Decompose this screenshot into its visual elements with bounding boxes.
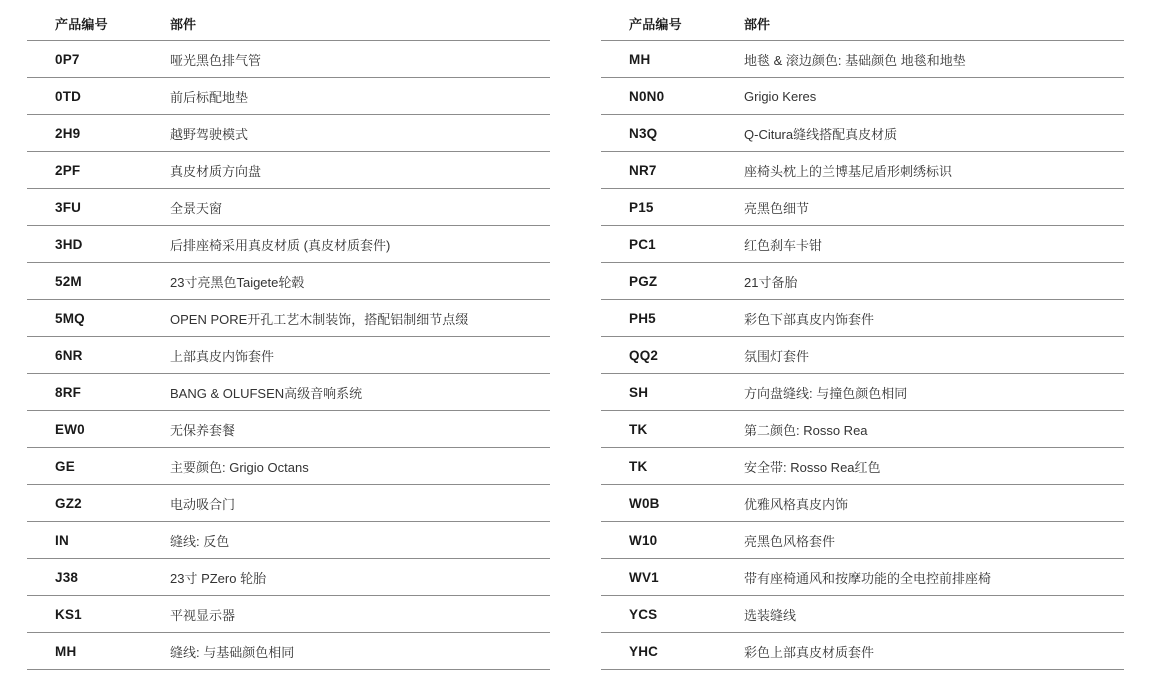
product-code: TK: [629, 421, 648, 437]
part-description: 彩色下部真皮内饰套件: [744, 311, 875, 327]
product-code: W10: [629, 532, 658, 548]
table-row: [27, 411, 550, 448]
table-row: [27, 633, 550, 670]
table-header: [27, 6, 550, 41]
table-row: [601, 226, 1124, 263]
left-options-table: [27, 6, 550, 670]
part-description: 上部真皮内饰套件: [170, 348, 275, 364]
product-code: MH: [55, 643, 77, 659]
part-description: 平视显示器: [170, 607, 236, 623]
product-code: SH: [629, 384, 649, 400]
table-row: [601, 115, 1124, 152]
product-code: MH: [629, 51, 651, 67]
part-description: 安全带: Rosso Rea红色: [744, 459, 881, 475]
table-row: [601, 633, 1124, 670]
product-code: PH5: [629, 310, 656, 326]
part-description: 亮黑色风格套件: [744, 533, 836, 549]
product-code: P15: [629, 199, 654, 215]
part-description: 无保养套餐: [170, 422, 236, 438]
table-row: [27, 41, 550, 78]
product-code: EW0: [55, 421, 85, 437]
part-description: 优雅风格真皮内饰: [744, 496, 849, 512]
table-row: [27, 374, 550, 411]
product-code: 3HD: [55, 236, 83, 252]
product-code: 5MQ: [55, 310, 85, 326]
table-row: [601, 263, 1124, 300]
product-code: GE: [55, 458, 75, 474]
part-description: 缝线: 与基础颜色相同: [170, 644, 295, 660]
product-code: YHC: [629, 643, 659, 659]
product-code: 6NR: [55, 347, 83, 363]
column-header-code: 产品编号: [629, 16, 682, 32]
part-description: 后排座椅采用真皮材质 (真皮材质套件): [170, 237, 391, 253]
table-row: [601, 152, 1124, 189]
part-description: 21寸备胎: [744, 274, 798, 290]
product-code: GZ2: [55, 495, 82, 511]
part-description: 座椅头枕上的兰博基尼盾形刺绣标识: [744, 163, 953, 179]
part-description: 前后标配地垫: [170, 89, 249, 105]
table-row: [601, 596, 1124, 633]
part-description: 全景天窗: [170, 200, 223, 216]
part-description: 彩色上部真皮材质套件: [744, 644, 875, 660]
table-row: [27, 596, 550, 633]
table-row: [27, 115, 550, 152]
product-code: YCS: [629, 606, 658, 622]
table-row: [601, 41, 1124, 78]
part-description: 缝线: 反色: [170, 533, 230, 549]
part-description: 越野驾驶模式: [170, 126, 249, 142]
part-description: 电动吸合门: [170, 496, 236, 512]
product-code: W0B: [629, 495, 660, 511]
product-code: 52M: [55, 273, 82, 289]
product-code: 3FU: [55, 199, 82, 215]
table-row: [27, 263, 550, 300]
table-row: [601, 485, 1124, 522]
part-description: Grigio Keres: [744, 88, 817, 104]
product-code: N0N0: [629, 88, 665, 104]
product-code: NR7: [629, 162, 657, 178]
product-code: KS1: [55, 606, 82, 622]
product-code: TK: [629, 458, 648, 474]
product-code: 2H9: [55, 125, 81, 141]
table-row: [27, 226, 550, 263]
product-code: IN: [55, 532, 69, 548]
right-table-body: [601, 41, 1124, 670]
column-header-code: 产品编号: [55, 16, 108, 32]
table-row: [27, 152, 550, 189]
part-description: 亮黑色细节: [744, 200, 810, 216]
table-row: [27, 485, 550, 522]
part-description: 23寸 PZero 轮胎: [170, 570, 267, 586]
table-row: [601, 337, 1124, 374]
left-table-body: [27, 41, 550, 670]
table-row: [601, 374, 1124, 411]
table-row: [601, 78, 1124, 115]
part-description: 第二颜色: Rosso Rea: [744, 422, 868, 438]
table-row: [27, 189, 550, 226]
table-row: [27, 448, 550, 485]
part-description: 选装缝线: [744, 607, 797, 623]
part-description: 真皮材质方向盘: [170, 163, 262, 179]
product-code: WV1: [629, 569, 659, 585]
part-description: 主要颜色: Grigio Octans: [170, 459, 309, 475]
table-row: [27, 337, 550, 374]
part-description: 红色刹车卡钳: [744, 237, 823, 253]
part-description: 地毯 & 滚边颜色: 基础颜色 地毯和地垫: [744, 52, 966, 68]
table-header: [601, 6, 1124, 41]
part-description: 氛围灯套件: [744, 348, 810, 364]
table-row: [27, 559, 550, 596]
table-row: [27, 522, 550, 559]
product-code: 2PF: [55, 162, 81, 178]
product-code: QQ2: [629, 347, 659, 363]
table-row: [601, 448, 1124, 485]
part-description: 23寸亮黑色Taigete轮毂: [170, 274, 305, 290]
product-code: 0TD: [55, 88, 82, 104]
column-header-part: 部件: [744, 16, 771, 32]
part-description: BANG & OLUFSEN高级音响系统: [170, 385, 363, 401]
product-code: PGZ: [629, 273, 658, 289]
table-row: [601, 522, 1124, 559]
part-description: 带有座椅通风和按摩功能的全电控前排座椅: [744, 570, 992, 586]
table-row: [601, 300, 1124, 337]
table-row: [27, 78, 550, 115]
product-code: N3Q: [629, 125, 658, 141]
table-row: [601, 189, 1124, 226]
table-row: [27, 300, 550, 337]
product-code: PC1: [629, 236, 656, 252]
product-code: 8RF: [55, 384, 82, 400]
product-code: 0P7: [55, 51, 80, 67]
part-description: Q-Citura缝线搭配真皮材质: [744, 126, 898, 142]
right-options-table: [601, 6, 1124, 670]
product-code: J38: [55, 569, 79, 585]
part-description: 哑光黑色排气管: [170, 52, 262, 68]
table-row: [601, 559, 1124, 596]
column-header-part: 部件: [170, 16, 197, 32]
part-description: OPEN PORE开孔工艺木制装饰，搭配铝制细节点缀: [170, 311, 469, 327]
table-row: [601, 411, 1124, 448]
part-description: 方向盘缝线: 与撞色颜色相同: [744, 385, 908, 401]
